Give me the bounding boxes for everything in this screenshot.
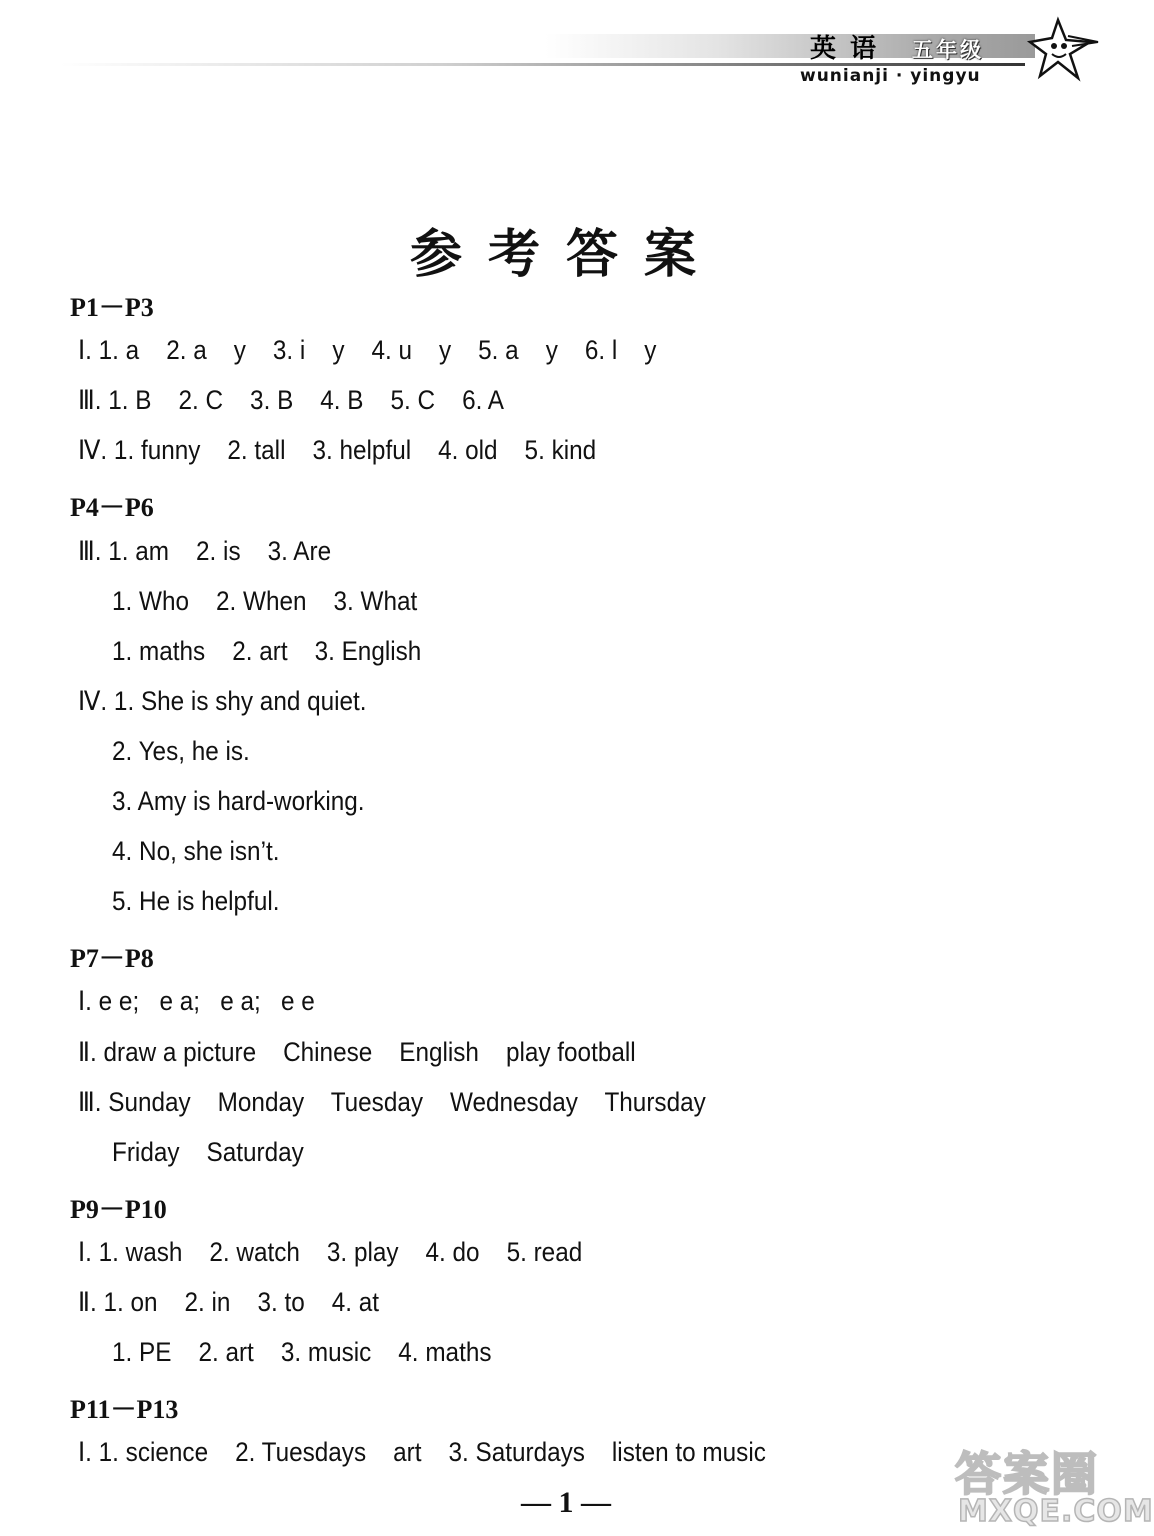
answer-line: Ⅳ. 1. funny 2. tall 3. helpful 4. old 5. kind [78,435,597,466]
answer-line: Ⅰ. 1. wash 2. watch 3. play 4. do 5. read [78,1236,583,1267]
answer-line: Ⅲ. 1. B 2. C 3. B 4. B 5. C 6. A [78,385,504,416]
answer-line: Ⅲ. 1. am 2. is 3. Are [78,535,332,566]
section-heading: P9－P10 [70,1194,167,1224]
answer-line: 1. Who 2. When 3. What [112,585,418,616]
page-number: — 1 — [521,1486,611,1519]
answer-line: Ⅲ. Sunday Monday Tuesday Wednesday Thursday [78,1086,706,1117]
section-heading: P11－P13 [70,1395,179,1425]
answer-line: 3. Amy is hard-working. [112,786,365,816]
answer-line: Ⅱ. 1. on 2. in 3. to 4. at [78,1287,380,1317]
answer-line: Ⅰ. 1. science 2. Tuesdays art 3. Saturdays listen to music [78,1437,766,1468]
answer-line: Ⅰ. e e; e a; e a; e e [78,986,315,1017]
answer-line: 5. He is helpful. [112,886,280,917]
section-heading: P7－P8 [70,944,154,974]
watermark-logo: 答案圈 [955,1447,1099,1501]
header-subject: 英语 [810,34,891,64]
answer-line: Ⅰ. 1. a 2. a y 3. i y 4. u y 5. a y 6. l y [78,335,657,366]
star-mascot-icon [1028,16,1100,84]
section-heading: P4－P6 [70,493,154,523]
section-heading: P1－P3 [70,293,154,322]
answer-line: 1. PE 2. art 3. music 4. maths [112,1337,492,1368]
answer-line: Friday Saturday [112,1136,304,1167]
answer-line: Ⅳ. 1. She is shy and quiet. [78,685,367,716]
answer-line: 2. Yes, he is. [112,735,250,766]
watermark-url: MXQE.COM [958,1494,1154,1529]
answer-line: 4. No, she isn’t. [112,836,280,867]
answer-line: Ⅱ. draw a picture Chinese English play football [78,1036,636,1067]
header-pinyin: wunianji · yingyu [800,66,981,86]
header-grade: 五年级 [912,38,984,62]
answer-line: 1. maths 2. art 3. English [112,635,422,666]
page-title: 参考答案 [409,224,722,285]
